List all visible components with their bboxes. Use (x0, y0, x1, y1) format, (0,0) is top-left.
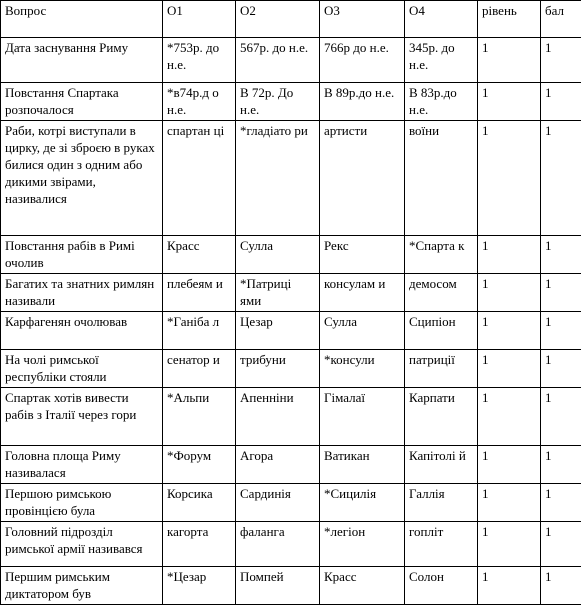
option-2-cell: фаланга (236, 522, 320, 567)
header-level: рівень (478, 1, 541, 38)
option-2-cell: Цезар (236, 312, 320, 350)
score-cell: 1 (541, 484, 581, 522)
table-row (1, 236, 581, 274)
header-option-2: О2 (236, 1, 320, 38)
question-cell: Головний підрозділ римської армії називався (1, 522, 163, 567)
option-2-cell: трибуни (236, 350, 320, 388)
option-3-cell: Сулла (320, 312, 405, 350)
option-4-cell: Капітолі й (405, 446, 478, 484)
level-cell: 1 (478, 312, 541, 350)
option-1-cell: *Форум (163, 446, 236, 484)
option-4-cell: Карпати (405, 388, 478, 446)
option-3-cell: 766р до н.е. (320, 38, 405, 83)
option-4-cell: 345р. до н.е. (405, 38, 478, 83)
option-2-cell: Сардинія (236, 484, 320, 522)
option-3-cell: Красс (320, 567, 405, 605)
question-cell: Повстання Спартака розпочалося (1, 83, 163, 121)
question-cell: Дата заснування Риму (1, 38, 163, 83)
level-cell: 1 (478, 522, 541, 567)
option-3-cell: *легіон (320, 522, 405, 567)
option-4-cell: воїни (405, 121, 478, 236)
option-3-cell: *консули (320, 350, 405, 388)
option-4-cell: Галлія (405, 484, 478, 522)
table-row (1, 484, 581, 522)
table-row (1, 312, 581, 350)
option-1-cell: *Цезар (163, 567, 236, 605)
option-3-cell: Ватикан (320, 446, 405, 484)
option-1-cell: спартан ці (163, 121, 236, 236)
score-cell: 1 (541, 388, 581, 446)
question-cell: Раби, котрі виступали в цирку, де зі зброєю в руках билися один з одним або дикими звірами, називалися (1, 121, 163, 236)
question-cell: Головна площа Риму називалася (1, 446, 163, 484)
option-2-cell: 567р. до н.е. (236, 38, 320, 83)
option-2-cell: Сулла (236, 236, 320, 274)
option-3-cell: В 89р.до н.е. (320, 83, 405, 121)
option-2-cell: Агора (236, 446, 320, 484)
header-option-1: О1 (163, 1, 236, 38)
option-1-cell: сенатор и (163, 350, 236, 388)
option-3-cell: Рекс (320, 236, 405, 274)
question-cell: Спартак хотів вивести рабів з Італії через гори (1, 388, 163, 446)
score-cell: 1 (541, 236, 581, 274)
score-cell: 1 (541, 567, 581, 605)
table-row (1, 388, 581, 446)
option-4-cell: *Спарта к (405, 236, 478, 274)
option-1-cell: *в74р.д о н.е. (163, 83, 236, 121)
level-cell: 1 (478, 274, 541, 312)
header-row (1, 1, 581, 38)
table-row (1, 350, 581, 388)
level-cell: 1 (478, 38, 541, 83)
table-row (1, 446, 581, 484)
level-cell: 1 (478, 388, 541, 446)
level-cell: 1 (478, 350, 541, 388)
score-cell: 1 (541, 83, 581, 121)
score-cell: 1 (541, 38, 581, 83)
level-cell: 1 (478, 236, 541, 274)
score-cell: 1 (541, 522, 581, 567)
header-option-4: О4 (405, 1, 478, 38)
option-3-cell: артисти (320, 121, 405, 236)
option-3-cell: консулам и (320, 274, 405, 312)
level-cell: 1 (478, 567, 541, 605)
header-score: бал (541, 1, 581, 38)
score-cell: 1 (541, 274, 581, 312)
score-cell: 1 (541, 312, 581, 350)
table-row (1, 83, 581, 121)
table-row (1, 38, 581, 83)
option-1-cell: Корсика (163, 484, 236, 522)
question-cell: Повстання рабів в Римі очолив (1, 236, 163, 274)
option-1-cell: *Ганіба л (163, 312, 236, 350)
option-1-cell: плебеям и (163, 274, 236, 312)
option-4-cell: Сципіон (405, 312, 478, 350)
question-cell: Першим римським диктатором був (1, 567, 163, 605)
option-2-cell: *гладіато ри (236, 121, 320, 236)
level-cell: 1 (478, 83, 541, 121)
option-1-cell: *753р. до н.е. (163, 38, 236, 83)
option-1-cell: Красс (163, 236, 236, 274)
option-1-cell: *Альпи (163, 388, 236, 446)
question-cell: Першою римською провінцією була (1, 484, 163, 522)
option-4-cell: гопліт (405, 522, 478, 567)
option-2-cell: Апенніни (236, 388, 320, 446)
option-2-cell: В 72р. До н.е. (236, 83, 320, 121)
option-4-cell: Солон (405, 567, 478, 605)
option-2-cell: Помпей (236, 567, 320, 605)
table-row (1, 567, 581, 605)
table-row (1, 522, 581, 567)
option-1-cell: кагорта (163, 522, 236, 567)
option-4-cell: демосом (405, 274, 478, 312)
level-cell: 1 (478, 484, 541, 522)
level-cell: 1 (478, 446, 541, 484)
score-cell: 1 (541, 350, 581, 388)
question-cell: На чолі римської республіки стояли (1, 350, 163, 388)
table-row (1, 274, 581, 312)
option-3-cell: *Сицилія (320, 484, 405, 522)
header-option-3: О3 (320, 1, 405, 38)
question-cell: Багатих та знатних римлян називали (1, 274, 163, 312)
question-cell: Карфагенян очолював (1, 312, 163, 350)
table-row (1, 121, 581, 236)
option-4-cell: В 83р.до н.е. (405, 83, 478, 121)
option-4-cell: патриції (405, 350, 478, 388)
level-cell: 1 (478, 121, 541, 236)
score-cell: 1 (541, 446, 581, 484)
option-3-cell: Гімалаї (320, 388, 405, 446)
header-question: Вопрос (1, 1, 163, 38)
score-cell: 1 (541, 121, 581, 236)
option-2-cell: *Патриці ями (236, 274, 320, 312)
